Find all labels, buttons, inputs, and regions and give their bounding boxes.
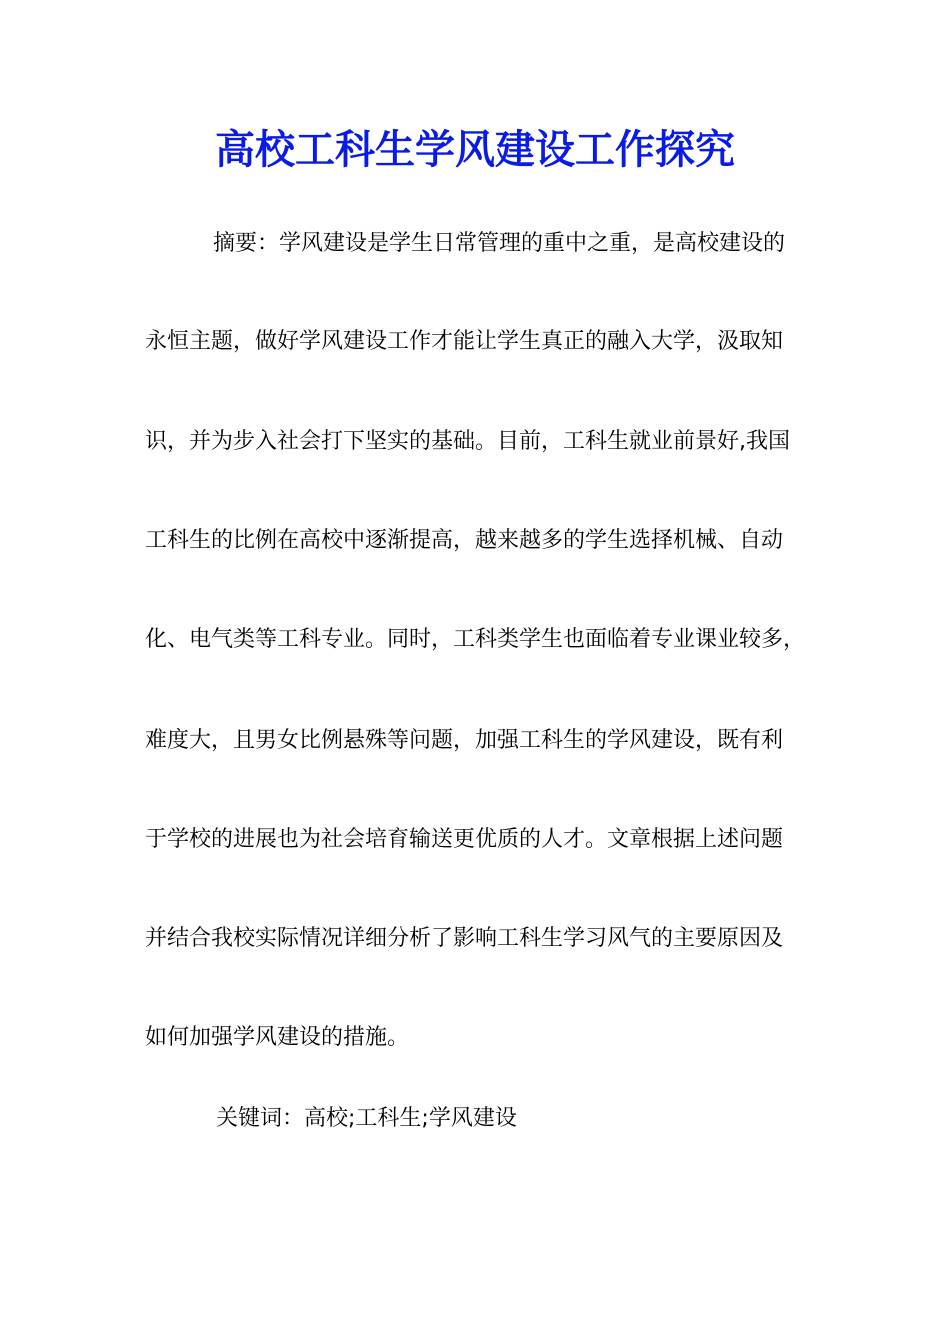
abstract-line: 化、电气类等工科专业。同时，工科类学生也面临着专业课业较多，	[145, 627, 806, 652]
abstract-line: 工科生的比例在高校中逐渐提高，越来越多的学生选择机械、自动	[145, 528, 784, 553]
document-title: 高校工科生学风建设工作探究	[215, 126, 735, 173]
abstract-line: 如何加强学风建设的措施。	[145, 1025, 410, 1050]
abstract-line: 摘要：学风建设是学生日常管理的重中之重，是高校建设的	[213, 231, 786, 256]
abstract-line: 永恒主题，做好学风建设工作才能让学生真正的融入大学，汲取知	[145, 329, 784, 354]
keywords-line: 关键词：高校;工科生;学风建设	[216, 1106, 517, 1131]
abstract-line: 并结合我校实际情况详细分析了影响工科生学习风气的主要原因及	[145, 926, 784, 951]
abstract-line: 识，并为步入社会打下坚实的基础。目前，工科生就业前景好,我国	[145, 429, 790, 454]
abstract-line: 难度大，且男女比例悬殊等问题，加强工科生的学风建设，既有利	[145, 728, 784, 753]
abstract-line: 于学校的进展也为社会培育输送更优质的人才。文章根据上述问题	[145, 827, 784, 852]
